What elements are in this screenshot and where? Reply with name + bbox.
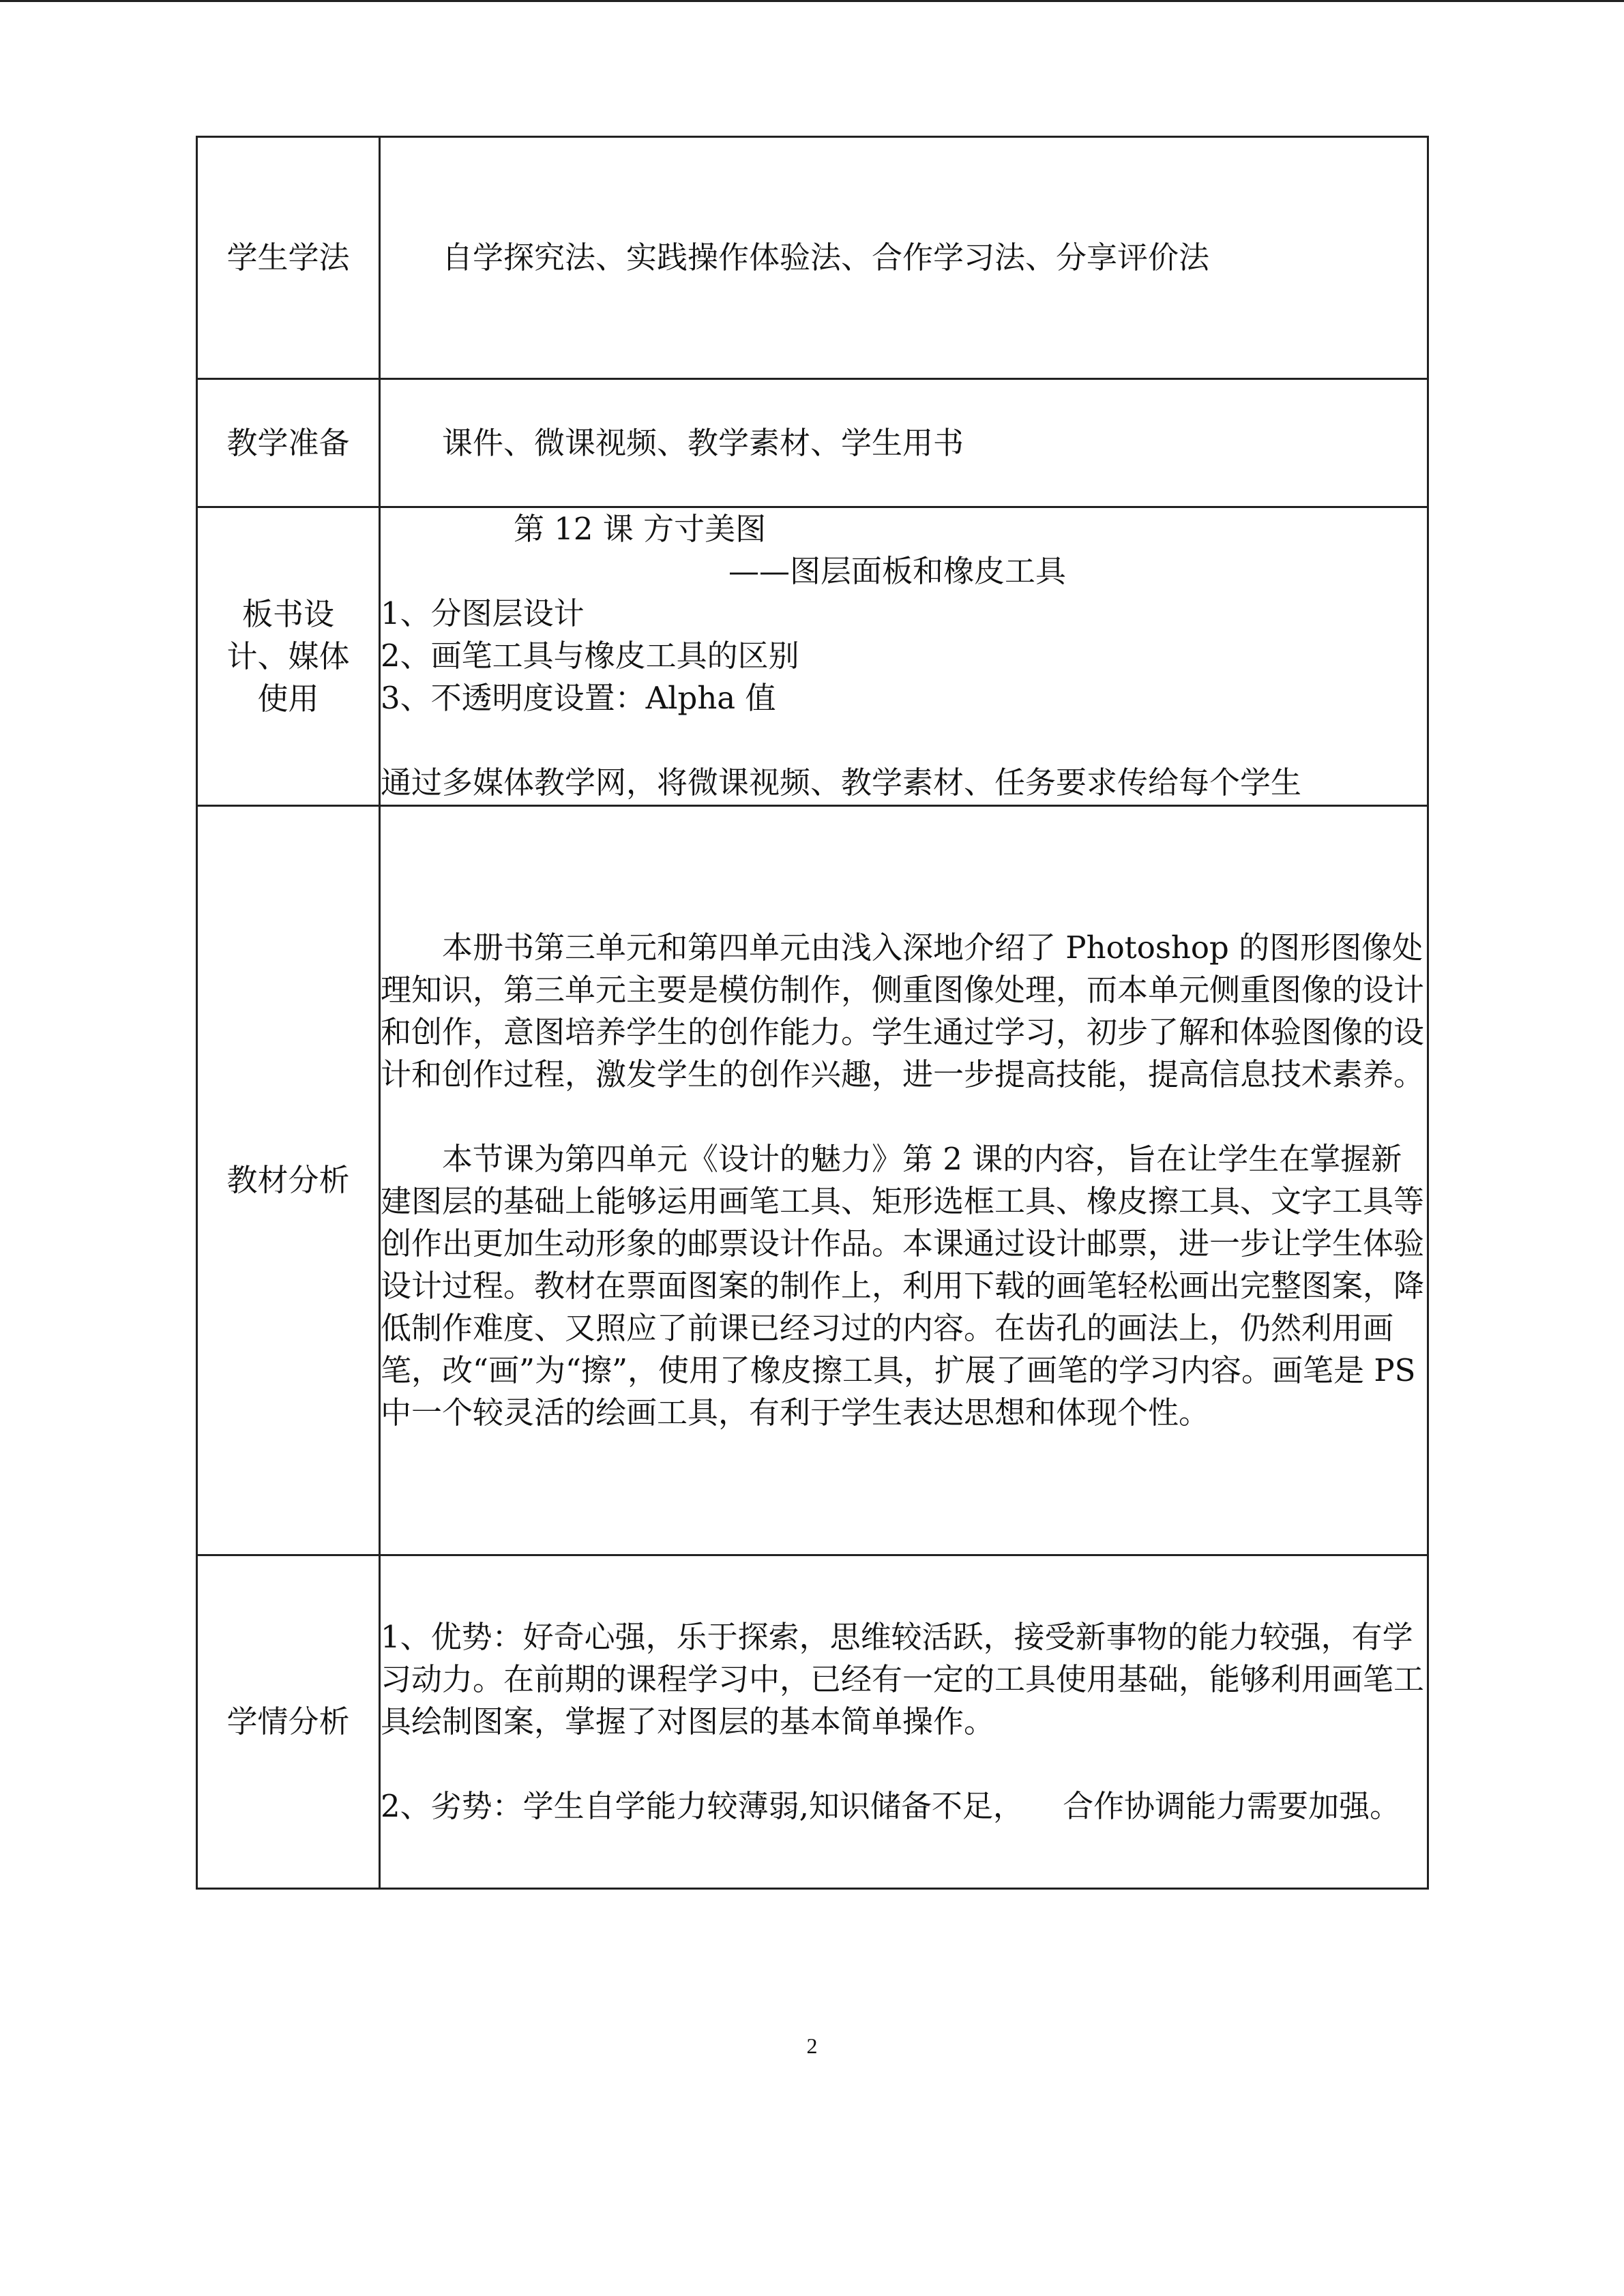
lesson-plan-table: [196, 136, 1429, 1890]
board-item-2: 2、画笔工具与橡皮工具的区别: [381, 638, 799, 674]
content-student-analysis: [380, 1555, 1428, 1889]
preparation-text: 课件、微课视频、教学素材、学生用书: [442, 424, 964, 461]
row-student-analysis: [197, 1555, 1428, 1889]
row-textbook-analysis: [197, 806, 1428, 1555]
content-preparation: [380, 379, 1428, 507]
row-preparation: [197, 379, 1428, 507]
label-student-analysis: 学情分析: [197, 1555, 380, 1889]
student-weaknesses: 2、劣势：学生自学能力较薄弱,知识储备不足， 合作协调能力需要加强。: [381, 1788, 1401, 1824]
top-border-line: [0, 0, 1624, 2]
textbook-gap: [381, 1096, 1427, 1138]
board-label-line3: 使用: [257, 680, 319, 717]
board-title: 第 12 课 方寸美图: [514, 511, 767, 547]
content-textbook-analysis: [380, 806, 1428, 1555]
row-board-design: [197, 507, 1428, 806]
board-label-line1: 板书设: [241, 595, 334, 632]
board-item-1: 1、分图层设计: [381, 595, 585, 631]
row-study-methods: [197, 137, 1428, 379]
board-item-3: 3、不透明度设置：Alpha 值: [381, 680, 776, 716]
textbook-para-2: 本节课为第四单元《设计的魅力》第 2 课的内容，旨在让学生在掌握新建图层的基础上能够运用画笔工具、矩形选框工具、橡皮擦工具、文字工具等创作出更加生动形象的邮票设计作品。本课通过设计邮票，进一步让学生体验设计过程。教材在票面图案的制作上，利用下载的画笔轻松画出完整图案，降低制作难度、又照应了前课已经习过的内容。在齿孔的画法上，仍然利用画笔，改“画”为“擦”，使用了橡皮擦工具，扩展了画笔的学习内容。画笔是 PS 中一个较灵活的绘画工具，有利于学生表达思想和体现个性。: [381, 1141, 1425, 1431]
study-methods-text: 自学探究法、实践操作体验法、合作学习法、分享评价法: [442, 239, 1210, 275]
content-board-design: [380, 507, 1428, 806]
board-subtitle: ——图层面板和橡皮工具: [728, 553, 1067, 589]
label-board-design: [197, 507, 380, 806]
label-textbook-analysis: 教材分析: [197, 806, 380, 1555]
textbook-para-1: 本册书第三单元和第四单元由浅入深地介绍了 Photoshop 的图形图像处理知识，第三单元主要是模仿制作，侧重图像处理，而本单元侧重图像的设计和创作，意图培养学生的创作能力。学生通过学习，初步了解和体验图像的设计和创作过程，激发学生的创作兴趣，进一步提高技能，提高信息技术素养。: [381, 929, 1425, 1092]
content-study-methods: [380, 137, 1428, 379]
board-label-line2: 计、媒体: [226, 638, 350, 674]
student-gap: [381, 1743, 1427, 1785]
label-preparation: 教学准备: [197, 379, 380, 507]
board-gap: [381, 719, 1427, 762]
board-media-text: 通过多媒体教学网，将微课视频、教学素材、任务要求传给每个学生: [381, 764, 1302, 801]
page-number: 2: [806, 2033, 818, 2058]
student-strengths: 1、优势：好奇心强，乐于探索，思维较活跃，接受新事物的能力较强，有学习动力。在前期的课程学习中，已经有一定的工具使用基础，能够利用画笔工具绘制图案，掌握了对图层的基本简单操作。: [381, 1619, 1425, 1740]
label-study-methods: 学生学法: [197, 137, 380, 379]
